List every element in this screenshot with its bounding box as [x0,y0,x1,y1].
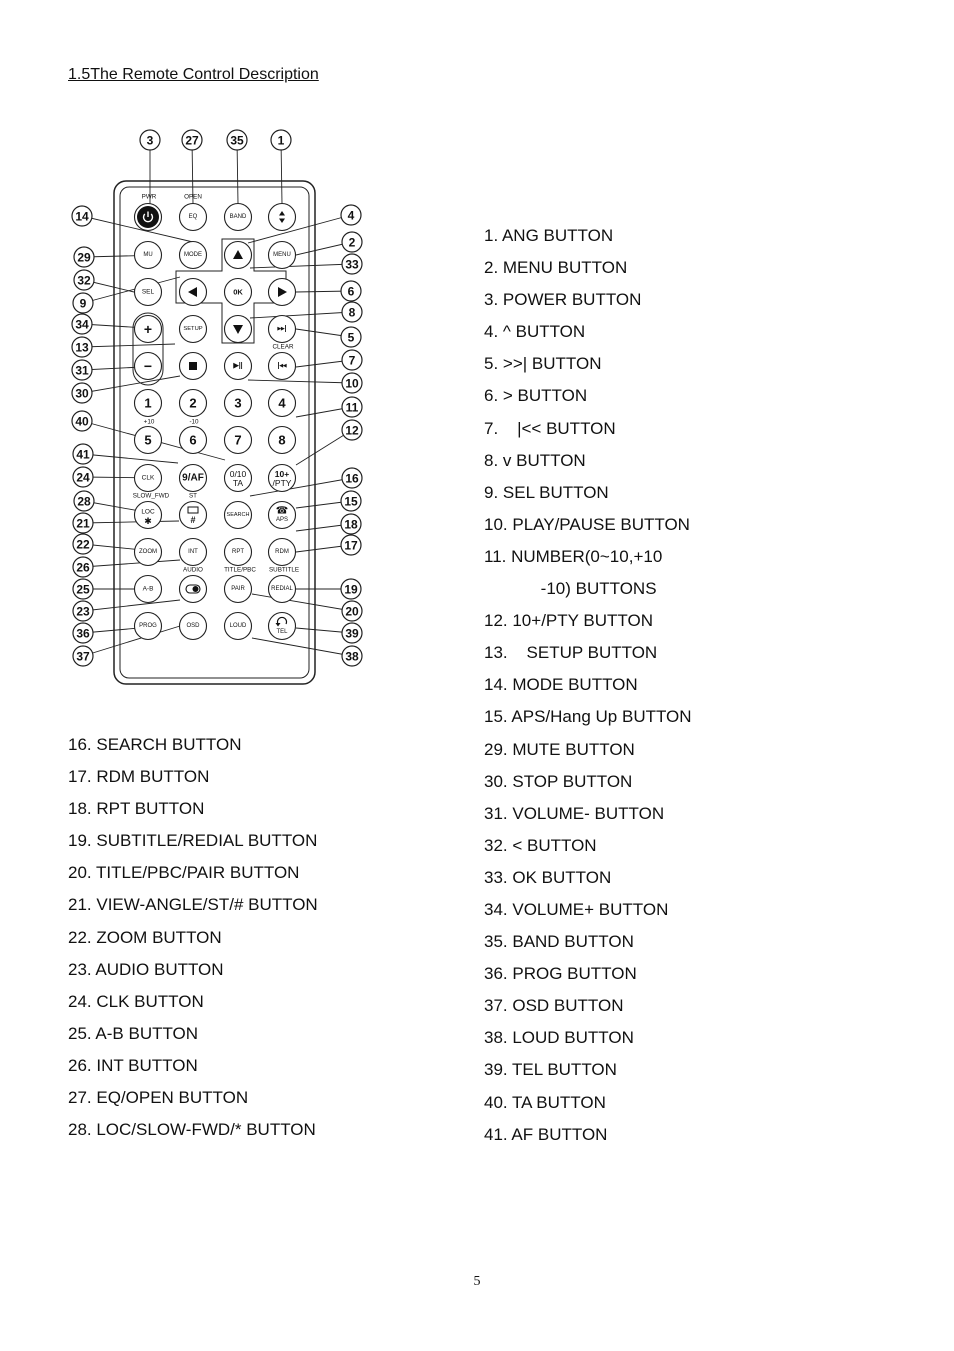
af-button[interactable] [180,465,207,492]
ta-button[interactable] [225,465,252,492]
mute-button-label: MU [143,252,153,258]
callout-number: 14 [75,209,89,224]
callout-number: 7 [348,353,356,368]
redial-button[interactable] [269,576,296,603]
stop-icon [189,362,197,370]
pair-button[interactable] [225,576,252,603]
prev-button[interactable] [269,353,296,380]
list-item: 35. BAND BUTTON [484,932,634,952]
callout-38 [342,646,362,666]
callout-25 [73,579,93,599]
number-5-button-label: 5 [144,432,152,448]
callout-number: 29 [77,250,91,265]
ang-button[interactable] [269,204,296,231]
list-item: 11. NUMBER(0~10,+10 [484,546,663,566]
number-8-button[interactable] [269,427,296,454]
callout-10 [342,373,362,393]
view-angle-button[interactable] [180,502,207,529]
list-item: 39. TEL BUTTON [484,1060,617,1080]
list-item: 25. A-B BUTTON [68,1023,199,1043]
down-button[interactable] [225,316,252,343]
band-button[interactable] [225,204,252,231]
clk-button[interactable] [135,465,162,492]
callout-number: 1 [277,133,285,148]
remote-small-label: TITLE/PBC [224,566,256,574]
power-button[interactable] [135,204,162,231]
audio-toggle-knob [193,586,199,592]
callout-number: 26 [76,560,90,575]
menu-button-label: MENU [273,252,291,258]
callout-number: 2 [348,235,356,250]
callout-leader-line [250,264,352,268]
clk-button-label: CLK [141,474,155,482]
list-item: 15. APS/Hang Up BUTTON [484,707,692,727]
callout-number: 30 [75,386,89,401]
callout-number: 37 [76,649,90,664]
pty-bottom-label: /PTY [272,478,292,488]
callout-leader-line [248,380,352,383]
search-button-label: SEARCH [226,512,250,518]
rdm-button[interactable] [269,539,296,566]
list-item: 5. >>| BUTTON [484,354,602,374]
callout-1 [271,130,291,150]
remote-control-diagram [0,120,380,700]
callout-number: 12 [345,423,359,438]
list-item: 31. VOLUME- BUTTON [484,803,665,823]
callout-number: 4 [347,208,355,223]
list-item: 19. SUBTITLE/REDIAL BUTTON [68,831,318,851]
callout-number: 40 [75,414,89,429]
callout-13 [72,337,92,357]
rpt-button-label: RPT [232,549,244,555]
prog-button-label: PROG [139,623,157,629]
list-item: 17. RDM BUTTON [68,767,210,787]
ab-button-label: A-B [142,585,154,593]
callout-number: 28 [77,494,91,509]
list-item: 40. TA BUTTON [484,1092,606,1112]
list-item: 34. VOLUME+ BUTTON [484,899,669,919]
callout-8 [342,302,362,322]
callout-number: 35 [230,133,244,148]
int-button-label: INT [188,549,198,555]
callout-number: 15 [344,494,358,509]
list-item: 26. INT BUTTON [68,1055,198,1075]
int-button[interactable] [180,539,207,566]
zoom-button-label: ZOOM [139,549,157,555]
pty-top-label: 10+ [274,469,290,479]
sel-button[interactable] [135,279,162,306]
aps-button[interactable] [269,502,296,529]
button-list-right [484,220,692,1151]
callout-27 [182,130,202,150]
list-item: 16. SEARCH BUTTON [68,735,242,754]
list-item: 13. SETUP BUTTON [484,643,658,663]
callout-16 [342,468,362,488]
callout-23 [73,601,93,621]
list-item: 27. EQ/OPEN BUTTON [68,1088,249,1108]
setup-button[interactable] [180,316,207,343]
callout-number: 22 [76,537,90,552]
band-button-label: BAND [229,214,247,220]
callout-number: 41 [76,447,90,462]
asterisk-icon: ✱ [144,516,152,526]
callout-number: 34 [75,317,89,332]
play-pause-button-label: ▶|| [233,362,243,370]
callout-leader-line [83,454,178,463]
callout-4 [341,205,361,225]
list-item: 32. < BUTTON [484,835,597,855]
eq-button[interactable] [180,204,207,231]
mode-button-label: MODE [184,252,202,258]
callout-20 [342,601,362,621]
list-item: 1. ANG BUTTON [484,226,614,245]
tel-label: TEL [276,629,288,635]
callout-14 [72,206,92,226]
ok-button-label: 0K [233,287,243,297]
remote-small-label: +10 [143,418,155,426]
list-item: 30. STOP BUTTON [484,771,633,791]
callout-number: 24 [76,470,90,485]
aps-label: APS [275,517,289,523]
number-4-button[interactable] [269,390,296,417]
right-button[interactable] [269,279,296,306]
callout-number: 11 [345,400,359,415]
pty-button[interactable] [269,465,296,492]
callout-number: 18 [344,517,358,532]
list-item: 23. AUDIO BUTTON [68,959,224,979]
redial-button-label: REDIAL [271,586,293,592]
number-7-button[interactable] [225,427,252,454]
callout-leader-line [82,344,175,347]
callout-leader-line [83,277,180,303]
callout-37 [73,646,93,666]
callout-leader-line [83,626,180,656]
callout-31 [72,360,92,380]
volume-minus-button[interactable] [135,353,162,380]
callout-33 [342,254,362,274]
number-5-button[interactable] [135,427,162,454]
phone-hangup-icon: ☎ [275,505,289,517]
mute-button[interactable] [135,242,162,269]
callout-36 [73,623,93,643]
list-item: 2. MENU BUTTON [484,258,628,278]
number-6-button-label: 6 [189,432,197,448]
callout-number: 39 [345,626,359,641]
callout-number: 8 [348,305,356,320]
list-item: 22. ZOOM BUTTON [68,927,222,947]
list-item: 33. OK BUTTON [484,867,612,887]
tel-button-ring [269,613,296,640]
callout-15 [341,491,361,511]
callout-3 [140,130,160,150]
remote-small-label: CLEAR [272,343,294,351]
remote-small-label: SLOW_FWD [132,492,170,500]
list-item: 41. AF BUTTON [484,1124,608,1144]
callout-11 [342,397,362,417]
callout-12 [342,420,362,440]
page-number: 5 [473,1274,481,1289]
remote-small-label: -10 [189,418,199,426]
button-list-left [68,729,318,1146]
callout-number: 33 [345,257,359,272]
number-6-button[interactable] [180,427,207,454]
ab-button[interactable] [135,576,162,603]
callout-21 [73,513,93,533]
list-item: 12. 10+/PTY BUTTON [484,611,653,631]
volume-plus-button-label: + [143,321,153,337]
number-8-button-label: 8 [278,432,286,448]
callout-leader-line [250,478,352,496]
remote-small-label: OPEN [184,193,202,201]
ta-bottom-label: TA [232,478,244,488]
callout-32 [74,270,94,290]
setup-button-label: SETUP [183,326,203,332]
ta-top-label: 0/10 [229,469,247,479]
zoom-button[interactable] [135,539,162,566]
callout-5 [341,327,361,347]
loc-button[interactable] [135,502,162,529]
search-button[interactable] [225,502,252,529]
callout-leader-line [250,312,352,318]
list-item: 3. POWER BUTTON [484,290,642,310]
osd-button[interactable] [180,613,207,640]
callout-leader-line [252,638,352,656]
callout-leader-line [83,600,180,611]
stop-button[interactable] [180,353,207,380]
rpt-button[interactable] [225,539,252,566]
callout-26 [73,557,93,577]
loud-button[interactable] [225,613,252,640]
list-item: 29. MUTE BUTTON [484,739,635,759]
callout-22 [73,534,93,554]
play-pause-button[interactable] [225,353,252,380]
callout-leader-line [82,376,180,393]
callout-7 [342,350,362,370]
number-4-button-label: 4 [278,395,286,411]
volume-plus-button[interactable] [135,316,162,343]
callout-24 [73,467,93,487]
list-item: 7. |<< BUTTON [484,418,616,438]
callout-35 [227,130,247,150]
next-button-label: ▸▸| [277,325,287,333]
remote-small-label: AUDIO [183,566,203,574]
list-item: 14. MODE BUTTON [484,675,638,695]
audio-button[interactable] [180,576,207,603]
up-button[interactable] [225,242,252,269]
af-button-label: 9/AF [182,472,204,484]
list-item: 37. OSD BUTTON [484,996,624,1016]
prog-button[interactable] [135,613,162,640]
page-title: 1.5The Remote Control Description [68,66,319,83]
list-item: 4. ^ BUTTON [484,322,586,342]
ang-button-ring [269,204,296,231]
callout-leader-line [83,521,179,523]
callout-number: 3 [146,133,154,148]
number-2-button[interactable] [180,390,207,417]
callout-number: 25 [76,582,90,597]
menu-button[interactable] [269,242,296,269]
number-2-button-label: 2 [189,395,197,411]
pair-button-label: PAIR [231,586,245,592]
list-item: 6. > BUTTON [484,386,588,406]
callout-number: 20 [345,604,359,619]
callout-number: 19 [344,582,358,597]
list-item: 38. LOUD BUTTON [484,1028,634,1048]
callout-number: 13 [75,340,89,355]
callout-number: 17 [344,538,358,553]
callout-6 [341,281,361,301]
list-item: 10. PLAY/PAUSE BUTTON [484,514,690,534]
eq-button-label: EQ [188,214,198,220]
loc-label: LOC [141,508,155,516]
number-1-button[interactable] [135,390,162,417]
number-1-button-label: 1 [144,395,152,411]
callout-2 [342,232,362,252]
prev-button-label: |◂◂ [277,362,287,370]
callout-18 [341,514,361,534]
callout-leader-line [83,560,180,567]
callout-number: 38 [345,649,359,664]
volume-minus-button-label: − [143,358,153,374]
tel-button[interactable] [269,613,296,640]
list-item: 24. CLK BUTTON [68,991,204,1011]
number-7-button-label: 7 [234,432,242,448]
callout-40 [72,411,92,431]
hash-icon: # [190,515,196,525]
callout-39 [342,623,362,643]
list-item: 8. v BUTTON [484,450,586,470]
remote-small-label: ST [188,492,198,500]
list-item: 21. VIEW-ANGLE/ST/# BUTTON [68,895,318,915]
callout-number: 21 [76,516,90,531]
callout-17 [341,535,361,555]
callout-28 [74,491,94,511]
remote-small-label: PWR [141,193,157,201]
list-item: 36. PROG BUTTON [484,964,637,984]
loud-button-label: LOUD [229,623,247,629]
left-button[interactable] [180,279,207,306]
remote-small-label: SUBTITLE [268,566,300,574]
callout-30 [72,383,92,403]
rdm-button-label: RDM [275,549,289,555]
callout-number: 23 [76,604,90,619]
callout-number: 27 [185,133,199,148]
number-3-button-label: 3 [234,395,242,411]
list-item: 28. LOC/SLOW-FWD/* BUTTON [68,1120,316,1140]
sel-button-label: SEL [141,288,155,296]
callout-number: 5 [347,330,355,345]
ok-button[interactable] [225,279,252,306]
callout-number: 9 [79,296,87,311]
callout-9 [73,293,93,313]
list-item: 9. SEL BUTTON [484,482,609,502]
list-item: 18. RPT BUTTON [68,799,205,819]
callout-number: 16 [345,471,359,486]
callout-34 [72,314,92,334]
callout-number: 32 [77,273,91,288]
next-button[interactable] [269,316,296,343]
callout-number: 6 [347,284,355,299]
callout-41 [73,444,93,464]
list-item: -10) BUTTONS [484,579,657,599]
mode-button[interactable] [180,242,207,269]
number-3-button[interactable] [225,390,252,417]
callout-number: 10 [345,376,359,391]
osd-button-label: OSD [186,623,200,629]
callout-leader-line [248,215,351,243]
list-item: 20. TITLE/PBC/PAIR BUTTON [68,863,300,883]
callout-29 [74,247,94,267]
callout-leader-line [252,594,352,611]
callout-19 [341,579,361,599]
callout-number: 36 [76,626,90,641]
callout-number: 31 [75,363,89,378]
